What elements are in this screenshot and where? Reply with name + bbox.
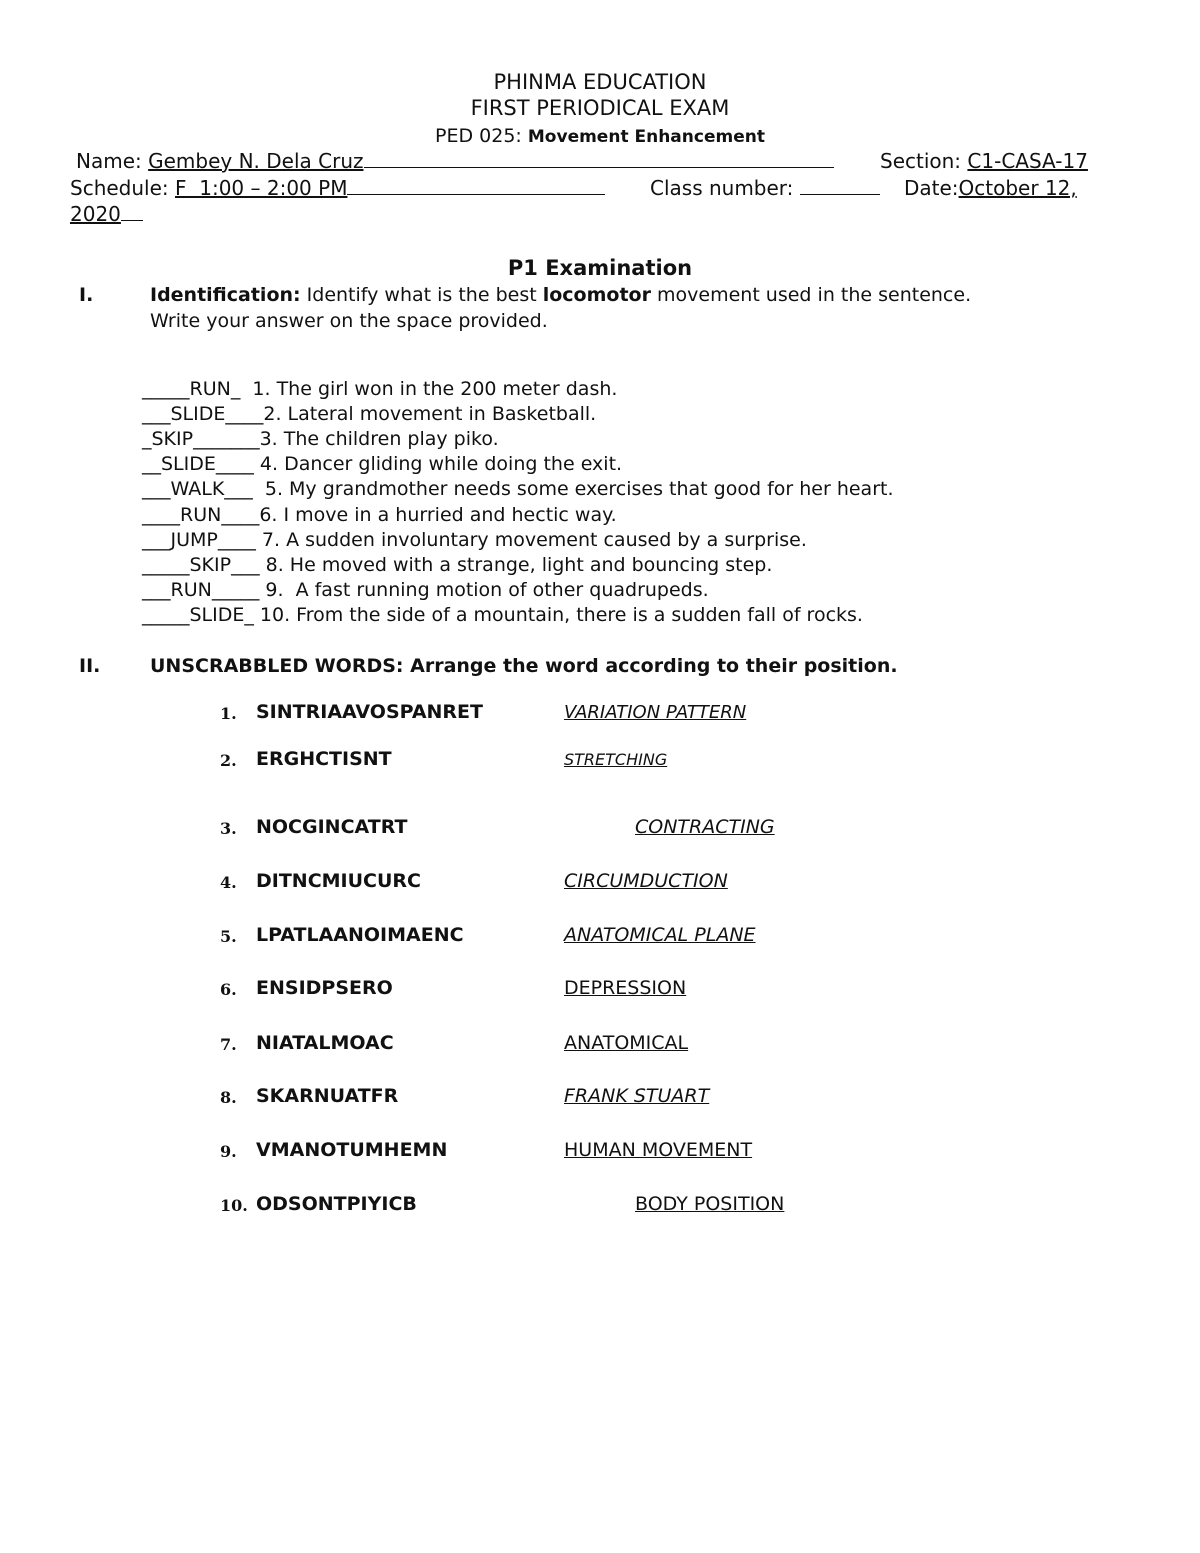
date-blank	[121, 202, 143, 221]
answer: ____RUN____	[142, 504, 260, 526]
question: 8. He moved with a strange, light and bouncing step.	[259, 554, 773, 576]
list-item	[0, 924, 1200, 950]
schedule-line	[70, 176, 605, 200]
part1-instruction-a: Identify what is the best	[300, 284, 543, 306]
answer: _SKIP_______	[142, 428, 260, 450]
unscrambled-answer: HUMAN MOVEMENT	[564, 1139, 753, 1161]
item-number: 2.	[220, 751, 237, 770]
unscrambled-answer: STRETCHING	[564, 750, 668, 769]
unscrambled-answer: VARIATION PATTERN	[564, 702, 747, 723]
date-line	[904, 176, 1077, 200]
question: 6. I move in a hurried and hectic way.	[259, 504, 617, 526]
question: 1. The girl won in the 200 meter dash.	[240, 378, 618, 400]
answer: _____SLIDE_	[142, 604, 254, 626]
scrambled-word: SKARNUATFR	[256, 1085, 399, 1107]
part1-instruction-bold: locomotor	[542, 284, 651, 306]
section-label: Section:	[880, 149, 962, 173]
answer: _____RUN_	[142, 378, 241, 400]
name-value: Gembey N. Dela Cruz	[148, 149, 364, 173]
question: 5. My grandmother needs some exercises that good for her heart.	[252, 478, 894, 500]
part1-instruction	[150, 284, 971, 306]
list-item	[142, 478, 894, 500]
list-item	[142, 403, 596, 425]
list-item	[142, 604, 863, 626]
part1-instruction-line2: Write your answer on the space provided.	[150, 310, 548, 332]
unscrambled-answer: FRANK STUART	[564, 1085, 710, 1107]
section-value: C1-CASA-17	[967, 149, 1088, 173]
answer: _____SKIP___	[142, 554, 260, 576]
item-number: 5.	[220, 927, 237, 946]
unscrambled-answer: CONTRACTING	[635, 816, 775, 838]
course-line	[0, 125, 1200, 147]
exam-title: FIRST PERIODICAL EXAM	[470, 96, 730, 120]
list-item	[142, 428, 499, 450]
item-number: 10.	[220, 1196, 248, 1215]
section-line	[880, 149, 1088, 173]
list-item	[0, 977, 1200, 1003]
scrambled-word: DITNCMIUCURC	[256, 870, 421, 892]
list-item	[142, 529, 807, 551]
schedule-label: Schedule:	[70, 176, 169, 200]
part1-numeral: I.	[79, 284, 94, 306]
unscrambled-answer: CIRCUMDUCTION	[564, 870, 728, 892]
list-item	[0, 1032, 1200, 1058]
list-item	[142, 579, 709, 601]
question: 2. Lateral movement in Basketball.	[263, 403, 597, 425]
schedule-value: F 1:00 – 2:00 PM	[175, 176, 348, 200]
answer: ___JUMP____	[142, 529, 256, 551]
date-label: Date:	[904, 176, 959, 200]
course-name: Movement Enhancement	[527, 127, 765, 147]
scrambled-word: VMANOTUMHEMN	[256, 1139, 448, 1161]
course-code: PED 025:	[435, 125, 522, 147]
part2-heading: UNSCRABBLED WORDS: Arrange the word according to their position.	[150, 655, 898, 677]
class-number-line	[650, 176, 880, 200]
part2-numeral: II.	[79, 655, 101, 677]
item-number: 8.	[220, 1088, 237, 1107]
item-number: 6.	[220, 980, 237, 999]
part1-instruction-b: movement used in the sentence.	[650, 284, 972, 306]
item-number: 9.	[220, 1142, 237, 1161]
list-item	[0, 870, 1200, 896]
scrambled-word: NOCGINCATRT	[256, 816, 408, 838]
list-item	[0, 1085, 1200, 1111]
section-title: P1 Examination	[507, 256, 693, 280]
org-title: PHINMA EDUCATION	[493, 70, 707, 94]
date-line-2	[70, 202, 143, 226]
item-number: 4.	[220, 873, 237, 892]
schedule-blank	[347, 176, 605, 195]
list-item	[142, 554, 772, 576]
list-item	[142, 453, 622, 475]
unscrambled-answer: ANATOMICAL PLANE	[564, 924, 756, 946]
class-number-label: Class number:	[650, 176, 794, 200]
list-item	[142, 378, 617, 400]
answer: __SLIDE____	[142, 453, 254, 475]
question: 4. Dancer gliding while doing the exit.	[253, 453, 623, 475]
scrambled-word: ENSIDPSERO	[256, 977, 393, 999]
unscrambled-answer: ANATOMICAL	[564, 1032, 689, 1054]
list-item	[0, 1139, 1200, 1165]
question: 3. The children play piko.	[259, 428, 499, 450]
list-item	[0, 1193, 1200, 1219]
question: 10. From the side of a mountain, there is a sudden fall of rocks.	[253, 604, 863, 626]
unscrambled-answer: BODY POSITION	[635, 1193, 785, 1215]
scrambled-word: ODSONTPIYICB	[256, 1193, 417, 1215]
answer: ___RUN_____	[142, 579, 260, 601]
date-value-2: 2020	[70, 202, 121, 226]
item-number: 7.	[220, 1035, 237, 1054]
item-number: 1.	[220, 704, 237, 723]
scrambled-word: SINTRIAAVOSPANRET	[256, 701, 483, 723]
question: 9. A fast running motion of other quadrupeds.	[259, 579, 709, 601]
name-blank	[364, 149, 834, 168]
unscrambled-answer: DEPRESSION	[564, 977, 687, 999]
list-item	[0, 701, 1200, 727]
list-item	[0, 816, 1200, 842]
name-label: Name:	[76, 149, 142, 173]
scrambled-word: LPATLAANOIMAENC	[256, 924, 464, 946]
name-line	[76, 149, 834, 173]
question: 7. A sudden involuntary movement caused by a surprise.	[255, 529, 807, 551]
list-item	[142, 504, 617, 526]
answer: ___WALK___	[142, 478, 253, 500]
list-item	[0, 748, 1200, 774]
item-number: 3.	[220, 819, 237, 838]
scrambled-word: ERGHCTISNT	[256, 748, 392, 770]
answer: ___SLIDE____	[142, 403, 264, 425]
part1-heading: Identification:	[150, 284, 301, 306]
date-value-1: October 12,	[958, 176, 1077, 200]
scrambled-word: NIATALMOAC	[256, 1032, 394, 1054]
class-number-blank	[800, 176, 880, 195]
